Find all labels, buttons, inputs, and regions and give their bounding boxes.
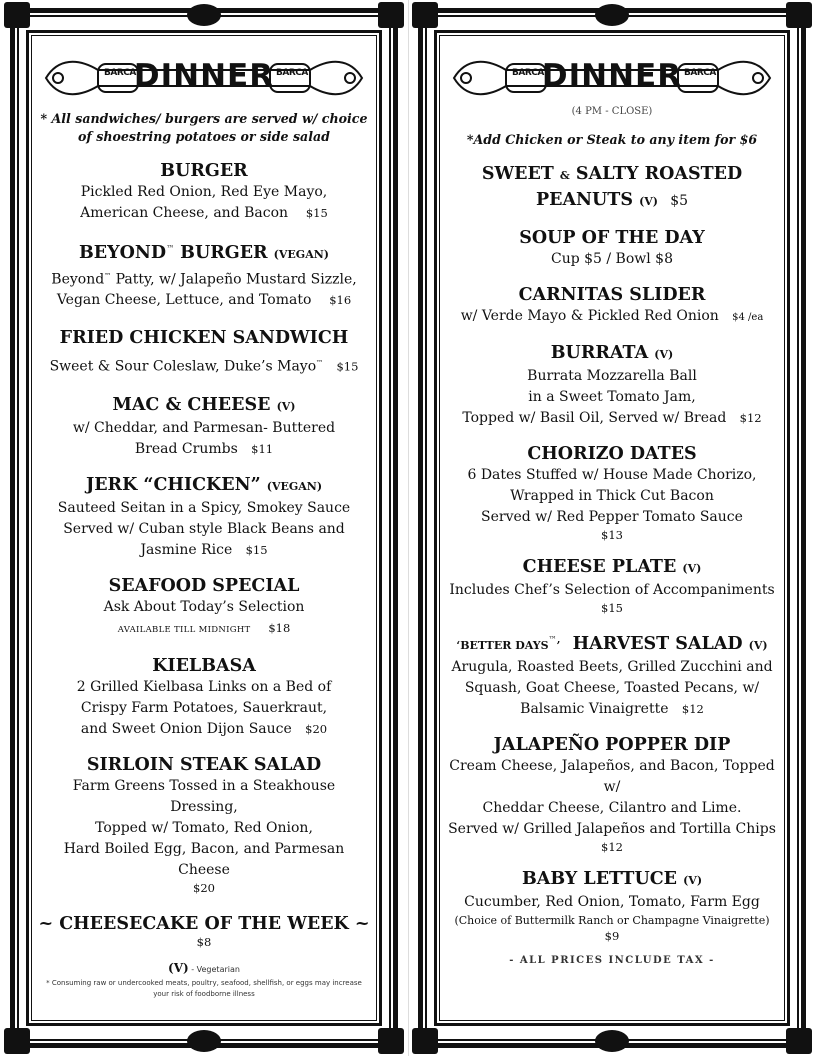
item-title-text: PEANUTS — [535, 190, 640, 210]
item-tag: (VEGAN) — [273, 247, 329, 261]
item-desc: Burrata Mozzarella Ball — [527, 368, 697, 384]
menu-item — [446, 868, 778, 943]
left-menu-content — [38, 48, 370, 1012]
item-title: SOUP OF THE DAY — [519, 228, 705, 248]
menu-item — [38, 238, 370, 311]
item-desc: Crispy Farm Potatoes, Sauerkraut, — [80, 700, 328, 717]
item-price: $8 — [196, 935, 212, 950]
item-desc — [446, 699, 778, 720]
item-title-text: CHEESE PLATE — [522, 557, 683, 577]
item-title — [446, 556, 778, 580]
item-title-text: MAC & CHEESE — [112, 395, 277, 416]
item-title: ~ CHEESECAKE OF THE WEEK ~ — [38, 914, 370, 935]
item-price: $15 — [245, 543, 268, 558]
right-menu-content — [446, 48, 778, 1012]
menu-header — [38, 48, 370, 106]
menu-item — [446, 734, 778, 854]
menu-item — [446, 163, 778, 213]
menu-item — [38, 575, 370, 641]
item-desc: Arugula, Roasted Beets, Grilled Zucchini and — [451, 658, 773, 675]
item-desc: Topped w/ Tomato, Red Onion, — [95, 820, 313, 837]
item-price: $20 — [193, 881, 215, 896]
menu-item — [446, 342, 778, 429]
item-title — [446, 189, 778, 213]
item-desc-text: Sweet & Sour Coleslaw, Duke’s Mayo — [49, 359, 317, 376]
item-price: $15 — [336, 360, 359, 375]
menu-item — [38, 394, 370, 460]
add-protein-note: *Add Chicken or Steak to any item for $6 — [466, 132, 758, 147]
consumption-warning: * Consuming raw or undercooked meats, poultry, seafood, shellfish, or eggs may increase your risk of foodborne illness — [46, 979, 362, 999]
service-hours: (4 PM - CLOSE) — [571, 106, 653, 117]
menu-item — [446, 284, 778, 328]
item-title: BURGER — [160, 161, 248, 181]
item-desc — [38, 618, 370, 641]
item-desc — [38, 439, 370, 460]
legend-mark: (V) — [168, 961, 189, 976]
corner-ornament — [4, 1028, 30, 1054]
bottom-ornament — [595, 1030, 629, 1052]
item-title: JALAPEÑO POPPER DIP — [493, 734, 731, 755]
sides-note: * All sandwiches/ burgers are served w/ choice of shoestring potatoes or side salad — [40, 111, 368, 144]
menu-item — [38, 655, 370, 740]
item-title: CHORIZO DATES — [527, 444, 697, 464]
item-title-text: BEYOND — [79, 242, 167, 263]
item-price: $5 — [670, 193, 689, 209]
item-desc: Served w/ Red Pepper Tomato Sauce — [481, 509, 743, 525]
brand-label-right: BARCA — [684, 68, 716, 78]
ampersand: & — [559, 169, 570, 182]
item-price: $4 /ea — [732, 312, 764, 323]
corner-ornament — [786, 1028, 812, 1054]
tax-note: - ALL PRICES INCLUDE TAX - — [509, 954, 715, 966]
right-menu-panel — [412, 0, 812, 1056]
trademark-mark: ™ — [316, 359, 324, 368]
menu-item — [38, 474, 370, 561]
item-desc: in a Sweet Tomato Jam, — [528, 389, 696, 405]
item-desc — [446, 306, 778, 328]
bottom-ornament — [187, 1030, 221, 1052]
item-title: FRIED CHICKEN SANDWICH — [59, 328, 349, 349]
corner-ornament — [378, 1028, 404, 1054]
corner-ornament — [4, 2, 30, 28]
item-price: $15 — [601, 601, 623, 615]
brand-label-left: BARCA — [104, 68, 136, 78]
item-desc: (Choice of Buttermilk Ranch or Champagne Vinaigrette) — [454, 913, 770, 927]
item-title-text: HARVEST SALAD — [572, 633, 749, 654]
item-desc — [38, 266, 370, 291]
item-desc-text: w/ Verde Mayo & Pickled Red Onion — [460, 308, 719, 324]
menu-item — [38, 160, 370, 224]
item-title-text: BURGER — [174, 242, 274, 263]
top-ornament — [595, 4, 629, 26]
item-tag: (V) — [276, 400, 296, 414]
item-desc-text: Patty, w/ Jalapeño Mustard Sizzle, — [111, 271, 357, 288]
item-tag: (V) — [654, 348, 674, 361]
item-desc-text: Balsamic Vinaigrette — [520, 700, 669, 717]
item-title: SIRLOIN STEAK SALAD — [86, 755, 322, 776]
trademark-mark: ™ — [104, 271, 112, 280]
item-price: $15 — [305, 206, 328, 220]
item-desc: Squash, Goat Cheese, Toasted Pecans, w/ — [464, 679, 760, 696]
menu-item — [38, 754, 370, 895]
item-title — [38, 474, 370, 498]
menu-item — [446, 443, 778, 542]
item-desc: Cheddar Cheese, Cilantro and Lime. — [482, 799, 742, 816]
item-title — [38, 238, 370, 266]
corner-ornament — [412, 2, 438, 28]
item-tag: (V) — [748, 638, 768, 652]
page-title: DINNER — [133, 58, 275, 94]
corner-ornament — [786, 2, 812, 28]
item-title: KIELBASA — [152, 656, 256, 677]
item-price: $11 — [251, 442, 274, 457]
item-price: $20 — [305, 722, 328, 737]
item-desc: Sauteed Seitan in a Spicy, Smokey Sauce — [57, 500, 351, 517]
item-title — [446, 163, 778, 187]
brand-label-right: BARCA — [276, 68, 308, 78]
item-desc: Pickled Red Onion, Red Eye Mayo, — [80, 184, 328, 200]
corner-ornament — [378, 2, 404, 28]
item-desc: Cucumber, Red Onion, Tomato, Farm Egg — [464, 893, 760, 910]
item-price: $12 — [681, 701, 704, 716]
menu-item — [446, 227, 778, 270]
item-price: $13 — [601, 528, 623, 542]
item-tag: (V) — [683, 873, 703, 887]
page-divider — [408, 0, 409, 1056]
item-title — [446, 629, 778, 657]
item-title — [446, 342, 778, 366]
item-title — [38, 394, 370, 418]
item-desc-text: American Cheese, and Bacon — [80, 205, 289, 221]
item-title: SEAFOOD SPECIAL — [108, 576, 300, 597]
item-price: $12 — [601, 839, 623, 854]
item-desc-text: Vegan Cheese, Lettuce, and Tomato — [56, 292, 312, 309]
menu-item — [446, 556, 778, 615]
item-title-text: JERK “CHICKEN” — [85, 475, 267, 496]
item-price: $18 — [268, 621, 291, 636]
menu-item — [446, 629, 778, 720]
item-title-text: SWEET — [481, 164, 560, 184]
item-desc: 2 Grilled Kielbasa Links on a Bed of — [76, 679, 332, 696]
item-desc: w/ Cheddar, and Parmesan- Buttered — [72, 420, 336, 437]
item-title-text: BABY LETTUCE — [521, 868, 684, 889]
item-tag: (V) — [639, 195, 659, 208]
item-tag: (V) — [682, 562, 702, 575]
item-desc — [38, 203, 370, 224]
item-desc — [38, 353, 370, 378]
legend-text: - Vegetarian — [188, 965, 240, 975]
item-price: $16 — [329, 293, 352, 308]
item-title — [446, 868, 778, 892]
availability-note: AVAILABLE TILL MIDNIGHT — [117, 625, 251, 636]
item-prefix-end: ’ — [556, 638, 561, 652]
item-desc: 6 Dates Stuffed w/ House Made Chorizo, — [467, 467, 757, 483]
item-desc-text: Topped w/ Basil Oil, Served w/ Bread — [462, 410, 727, 426]
item-title-text: SALTY ROASTED — [569, 164, 743, 184]
item-desc: Wrapped in Thick Cut Bacon — [510, 488, 714, 504]
item-desc — [446, 408, 778, 429]
menu-header — [446, 48, 778, 106]
item-desc: Hard Boiled Egg, Bacon, and Parmesan Cheese — [63, 841, 345, 879]
item-desc: Ask About Today’s Selection — [103, 599, 305, 616]
item-desc — [38, 290, 370, 311]
item-title: CARNITAS SLIDER — [518, 285, 706, 305]
item-desc — [38, 719, 370, 740]
page-title: DINNER — [541, 58, 683, 94]
top-ornament — [187, 4, 221, 26]
item-desc-text: Beyond — [51, 271, 105, 288]
brand-label-left: BARCA — [512, 68, 544, 78]
item-price: $9 — [604, 928, 620, 943]
item-prefix: ‘BETTER DAYS — [456, 638, 549, 652]
item-desc: Cup $5 / Bowl $8 — [550, 251, 673, 267]
menu-item — [38, 913, 370, 949]
item-price: $12 — [739, 411, 762, 425]
vegetarian-legend — [38, 961, 370, 975]
left-menu-panel — [4, 0, 404, 1056]
item-desc: Includes Chef’s Selection of Accompaniments — [449, 582, 775, 598]
item-tag: (VEGAN) — [266, 480, 323, 494]
trademark-mark: ™ — [166, 244, 175, 253]
item-desc-text: Jasmine Rice — [140, 542, 233, 559]
item-desc: Served w/ Cuban style Black Beans and — [63, 521, 345, 538]
item-desc: Cream Cheese, Jalapeños, and Bacon, Topped w/ — [449, 757, 775, 795]
corner-ornament — [412, 1028, 438, 1054]
menu-item — [38, 327, 370, 378]
trademark-mark: ™ — [548, 635, 557, 644]
item-desc: Served w/ Grilled Jalapeños and Tortilla Chips — [448, 820, 776, 837]
item-desc-text: Bread Crumbs — [134, 441, 238, 458]
item-title-text: BURRATA — [550, 343, 655, 363]
item-desc: Farm Greens Tossed in a Steakhouse Dressing, — [72, 778, 336, 816]
item-desc-text: and Sweet Onion Dijon Sauce — [80, 721, 292, 738]
item-desc — [38, 540, 370, 561]
